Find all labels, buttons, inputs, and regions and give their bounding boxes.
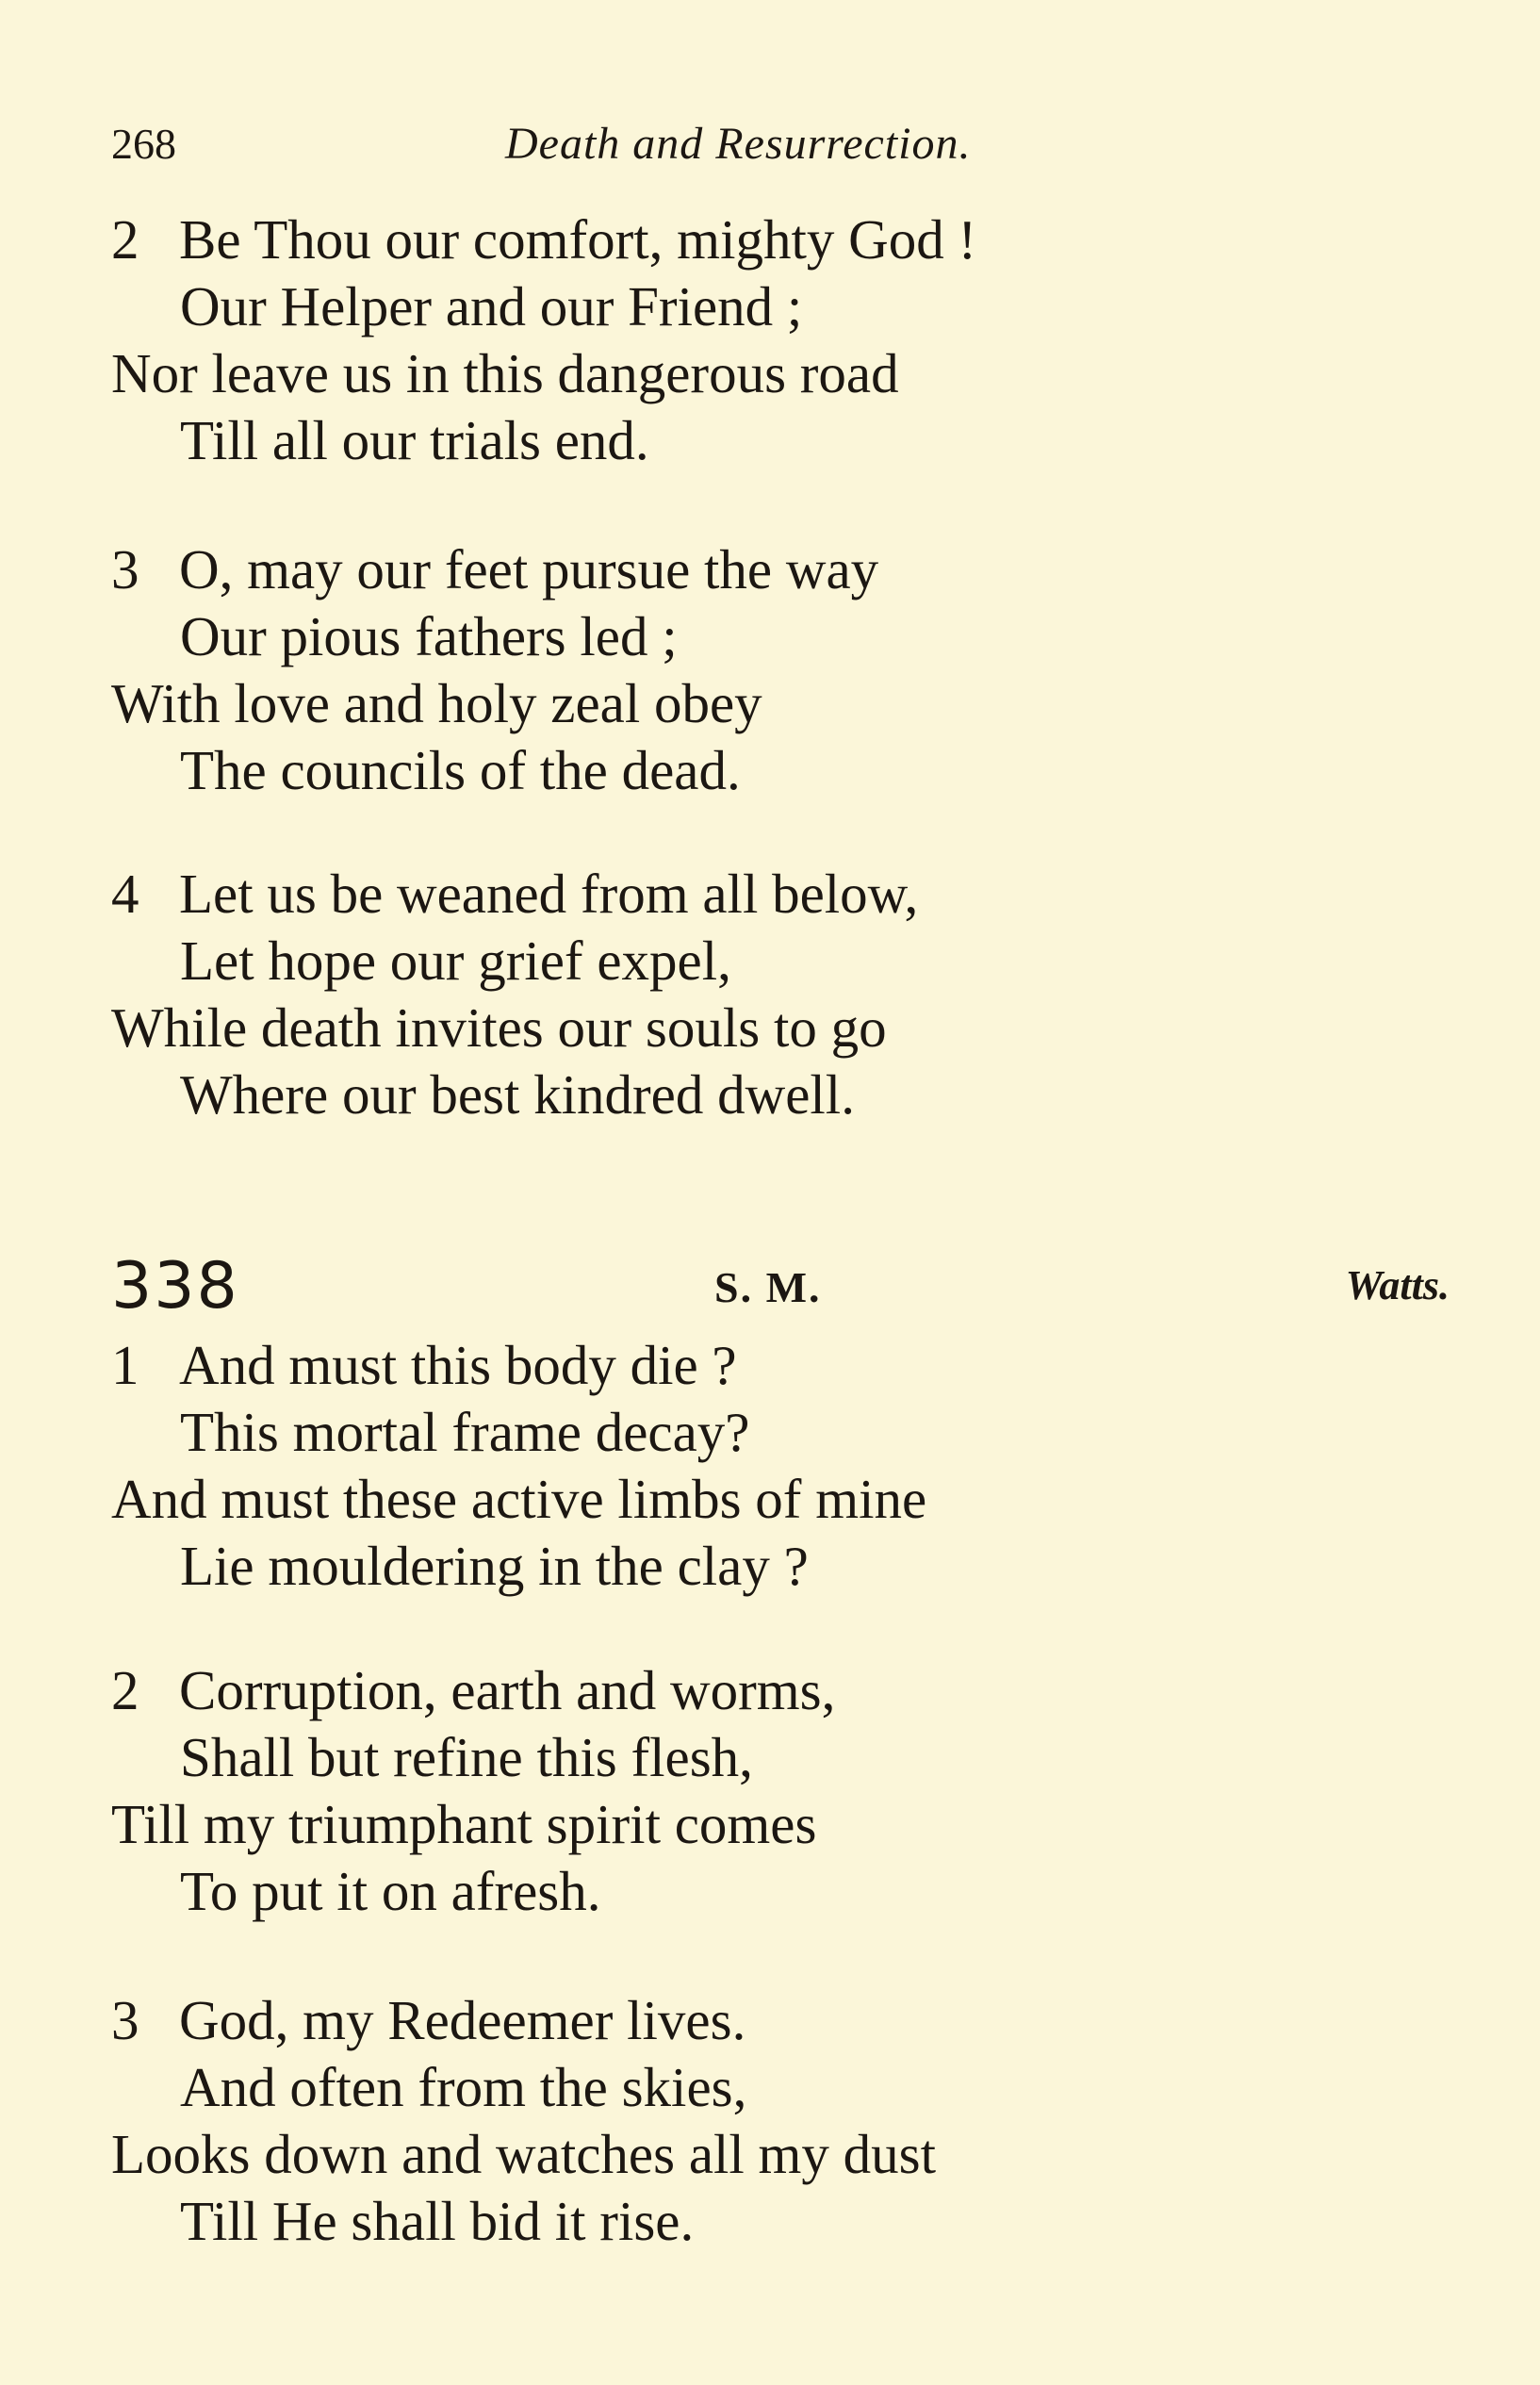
stanza-number: 4 [111, 863, 139, 925]
verse-line: Till my triumphant spirit comes [111, 1793, 817, 1855]
verse-line: This mortal frame decay? [180, 1401, 750, 1463]
verse-line: Where our best kindred dwell. [180, 1063, 855, 1126]
verse-line: Lie mouldering in the clay ? [180, 1535, 809, 1597]
verse-line: Our pious fathers led ; [180, 605, 678, 667]
stanza-number: 1 [111, 1334, 139, 1396]
stanza-338-3 [111, 1987, 1431, 2255]
verse-line: Till all our trials end. [180, 409, 649, 471]
verse-line: The councils of the dead. [180, 739, 741, 801]
stanza-338-1 [111, 1332, 1431, 1600]
verse-text: O, may our feet pursue the way [179, 538, 879, 600]
verse-line: With love and holy zeal obey [111, 672, 762, 734]
verse-line: And must these active limbs of mine [111, 1468, 927, 1530]
stanza-number: 2 [111, 208, 139, 271]
verse-line [111, 206, 1431, 273]
hymn-meter: S. M. [714, 1263, 822, 1311]
hymn-number: 338 [111, 1249, 239, 1324]
verse-line: Our Helper and our Friend ; [180, 275, 803, 337]
verse-line: To put it on afresh. [180, 1860, 601, 1922]
running-head: Death and Resurrection. [505, 119, 972, 169]
verse-text: Let us be weaned from all below, [179, 863, 919, 925]
stanza-337-2 [111, 206, 1431, 474]
verse-line [111, 536, 1431, 603]
page-header [111, 111, 1101, 177]
page-number: 268 [111, 120, 176, 168]
stanza-number: 3 [111, 538, 139, 600]
stanza-337-4 [111, 861, 1431, 1128]
verse-line [111, 861, 1431, 928]
verse-line [111, 1657, 1431, 1724]
stanza-337-3 [111, 536, 1431, 804]
hymn-author: Watts. [1345, 1262, 1450, 1308]
verse-line: Nor leave us in this dangerous road [111, 342, 899, 404]
verse-text: Corruption, earth and worms, [179, 1659, 836, 1721]
stanza-number: 2 [111, 1659, 139, 1721]
verse-line [111, 1987, 1431, 2054]
verse-text: God, my Redeemer lives. [179, 1989, 746, 2051]
verse-text: Be Thou our comfort, mighty God ! [179, 208, 977, 271]
stanza-number: 3 [111, 1989, 139, 2051]
verse-text: And must this body die ? [179, 1334, 737, 1396]
verse-line: And often from the skies, [180, 2056, 747, 2118]
verse-line: Let hope our grief expel, [180, 929, 731, 992]
verse-line: Looks down and watches all my dust [111, 2123, 937, 2185]
verse-line [111, 1332, 1431, 1399]
stanza-338-2 [111, 1657, 1431, 1925]
hymn-header [111, 1249, 1450, 1324]
verse-line: Shall but refine this flesh, [180, 1726, 753, 1788]
verse-line: Till He shall bid it rise. [180, 2190, 695, 2252]
verse-line: While death invites our souls to go [111, 996, 887, 1059]
